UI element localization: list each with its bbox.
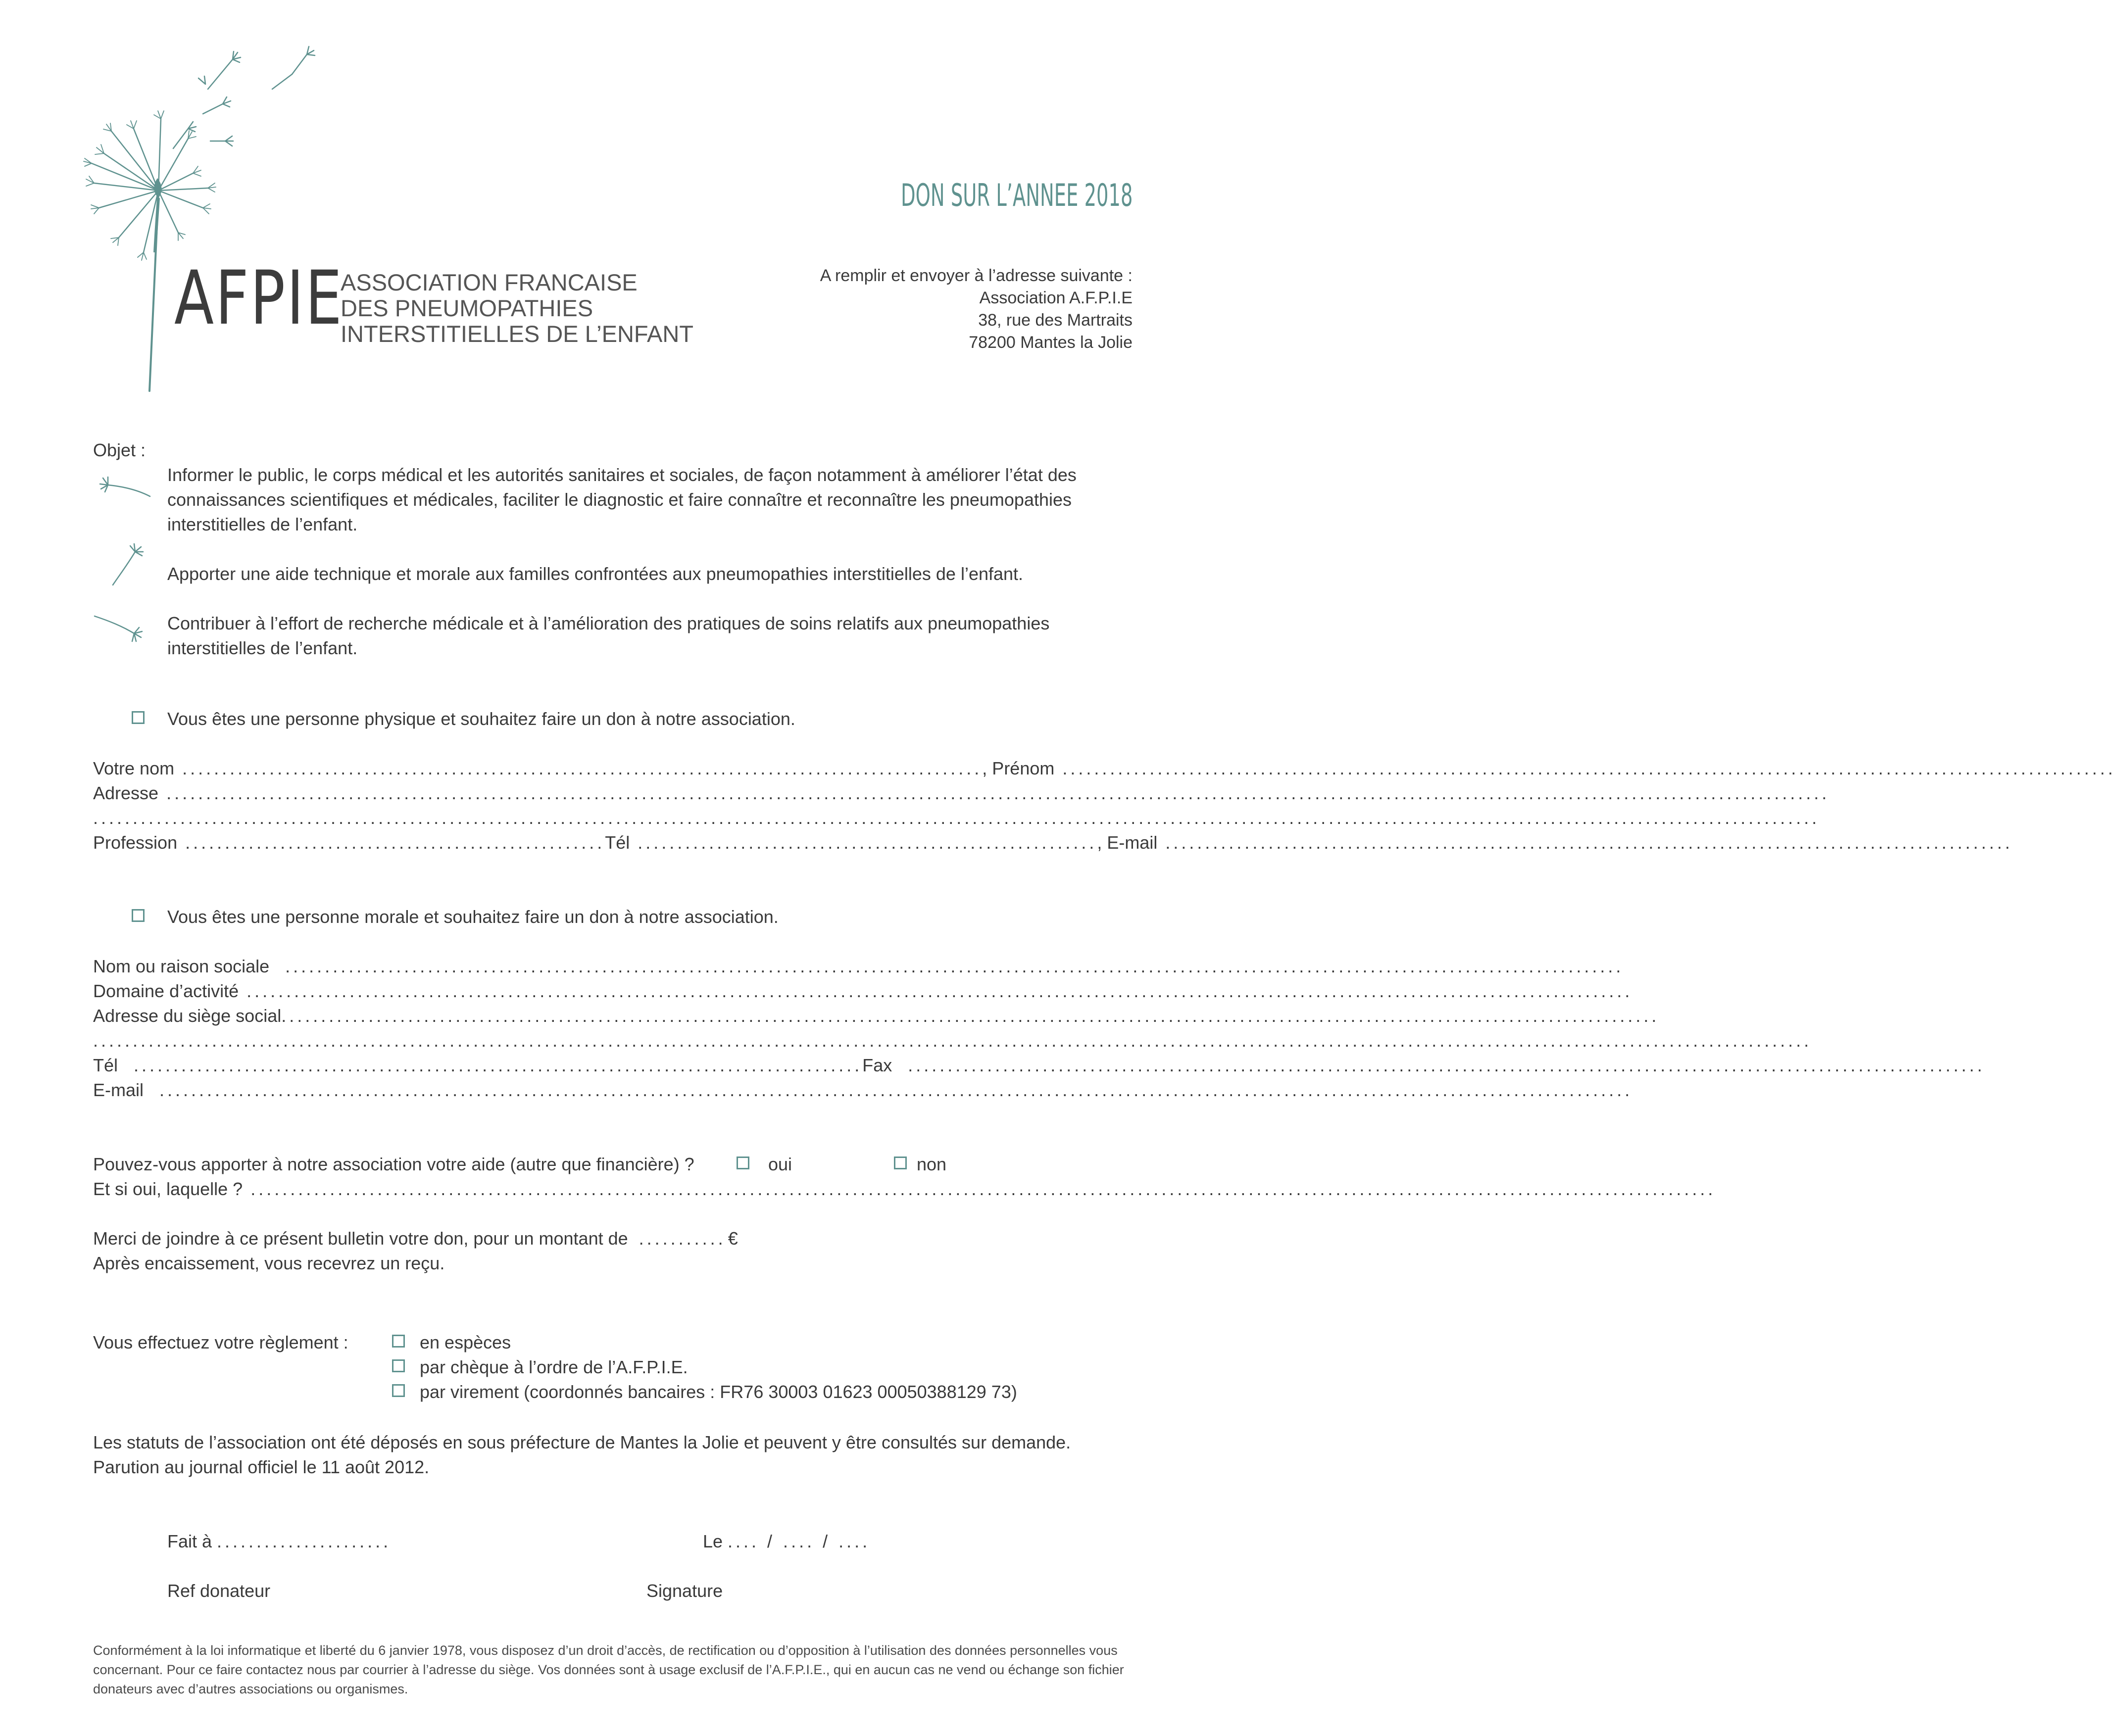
field-row-laquelle: [93, 1177, 1716, 1202]
tel-field[interactable]: ..........................................................: [630, 832, 1097, 853]
reglement-option-especes: en espèces: [420, 1332, 511, 1352]
raison-sociale-field[interactable]: .........................................................................................................................................................................: [269, 956, 1624, 976]
checkbox-virement[interactable]: [392, 1384, 405, 1397]
personne-physique-label: Vous êtes une personne physique et souhaitez faire un don à notre association.: [167, 709, 795, 729]
fait-a-field[interactable]: ......................: [217, 1531, 392, 1551]
objet-item-2: Apporter une aide technique et morale aux familles confrontées aux pneumopathies interstitielles de l’enfant.: [167, 564, 1024, 584]
date-row: [703, 1529, 870, 1554]
reglement-option-cheque: par chèque à l’ordre de l’A.F.P.I.E.: [420, 1357, 688, 1377]
field-row-profession: [93, 830, 2013, 855]
adresse-label: Adresse: [93, 783, 159, 803]
tel-label: Tél: [605, 832, 630, 853]
checkbox-cheque[interactable]: [392, 1359, 405, 1372]
field-row-nom-prenom: [93, 756, 2116, 781]
personne-morale-label: Vous êtes une personne morale et souhaitez faire un don à notre association.: [167, 907, 779, 927]
siege-field-2[interactable]: .........................................................................................................................................................................................................................: [93, 1030, 1812, 1051]
checkbox-aide-oui[interactable]: [737, 1157, 749, 1169]
montant-row: [93, 1226, 738, 1251]
morale-tel-field[interactable]: ............................................................................................: [118, 1055, 863, 1075]
currency-symbol: €: [728, 1228, 738, 1249]
nom-field[interactable]: .....................................................................................................: [174, 758, 983, 778]
domaine-field[interactable]: ...............................................................................................................................................................................: [239, 981, 1633, 1001]
raison-sociale-label: Nom ou raison sociale: [93, 956, 270, 976]
fax-field[interactable]: ........................................................................................................................................: [892, 1055, 1985, 1075]
field-row-siege-2: [93, 1028, 1812, 1053]
fait-a-label: Fait à: [167, 1531, 212, 1551]
dandelion-seed-icon: [98, 473, 152, 502]
checkbox-personne-physique[interactable]: [132, 711, 145, 724]
date-label: Le: [703, 1531, 723, 1551]
objet-item-3: Contribuer à l’effort de recherche médicale et à l’amélioration des pratiques de soins relatifs aux pneumopathies interstitielles de l’enfant.: [167, 613, 1050, 658]
morale-email-label: E-mail: [93, 1080, 144, 1100]
date-field[interactable]: .... / .... / ....: [728, 1531, 871, 1551]
statuts-line-1: Les statuts de l’association ont été déposés en sous préfecture de Mantes la Jolie et peuvent y être consultés sur demande.: [93, 1432, 1071, 1452]
profession-label: Profession: [93, 832, 178, 853]
siege-field[interactable]: ..............................................................................................................................................................................: [281, 1006, 1660, 1026]
adresse-field-2[interactable]: ..........................................................................................................................................................................................................................: [93, 808, 1820, 828]
checkbox-especes[interactable]: [392, 1335, 405, 1348]
reglement-label: Vous effectuez votre règlement :: [93, 1332, 348, 1352]
aide-oui-label: oui: [768, 1154, 792, 1174]
page-title: DON SUR L’ANNEE 2018: [900, 177, 1132, 213]
checkbox-aide-non[interactable]: [894, 1157, 907, 1169]
dandelion-logo-icon: [74, 45, 332, 401]
assoc-name-line-1: ASSOCIATION FRANCAISE: [341, 269, 638, 295]
fax-label: Fax: [862, 1055, 892, 1075]
montant-label: Merci de joindre à ce présent bulletin votre don, pour un montant de: [93, 1228, 628, 1249]
field-row-adresse: [93, 781, 1830, 806]
assoc-name-line-3: INTERSTITIELLES DE L’ENFANT: [341, 321, 694, 347]
assoc-name-line-2: DES PNEUMOPATHIES: [341, 295, 593, 321]
aide-question: Pouvez-vous apporter à notre association votre aide (autre que financière) ?: [93, 1154, 694, 1174]
nom-label: Votre nom: [93, 758, 175, 778]
prenom-label: , Prénom: [982, 758, 1055, 778]
ref-donateur-label: Ref donateur: [167, 1581, 271, 1601]
field-row-adresse-2: [93, 806, 1820, 830]
prenom-field[interactable]: .....................................................................................................................................: [1054, 758, 2116, 778]
montant-field[interactable]: ...........: [639, 1228, 726, 1249]
reglement-option-virement: par virement (coordonnés bancaires : FR76 30003 01623 00050388129 73): [420, 1382, 1017, 1402]
adresse-field[interactable]: ..................................................................................................................................................................................................................: [158, 783, 1830, 803]
field-row-siege: [93, 1004, 1660, 1028]
profession-field[interactable]: .....................................................: [177, 832, 605, 853]
signature-label: Signature: [646, 1581, 723, 1601]
fait-a-row: [167, 1529, 391, 1554]
field-row-tel-fax: [93, 1053, 1985, 1078]
statuts-line-2: Parution au journal officiel le 11 août 2012.: [93, 1457, 430, 1477]
logo-wordmark: AFPIE: [174, 255, 344, 341]
address-line-4: 78200 Mantes la Jolie: [969, 333, 1132, 352]
address-line-2: Association A.F.P.I.E: [979, 289, 1132, 307]
morale-tel-label: Tél: [93, 1055, 118, 1075]
field-row-domaine: [93, 979, 1633, 1004]
email-label: , E-mail: [1097, 832, 1158, 853]
dandelion-seed-icon: [108, 539, 148, 589]
legal-footer: Conformément à la loi informatique et liberté du 6 janvier 1978, vous disposez d’un droit d’accès, de rectification ou d’opposition à l’utilisation des données personnelles vous concernant. Pour ce faire contactez nous par courrier à l’adresse du siège. Vos données sont à usage exclusif de l’A.F.P.I.E., qui en aucun cas ne vend ou échange son fichier donateurs avec d’autres associations ou organismes.: [93, 1643, 1124, 1696]
objet-label: Objet :: [93, 440, 146, 460]
domaine-label: Domaine d’activité: [93, 981, 239, 1001]
recu-note: Après encaissement, vous recevrez un reçu.: [93, 1253, 445, 1273]
morale-email-field[interactable]: ..........................................................................................................................................................................................: [144, 1080, 1633, 1100]
dandelion-seed-icon: [92, 606, 147, 646]
checkbox-personne-morale[interactable]: [132, 909, 145, 922]
field-row-morale-email: [93, 1078, 1633, 1103]
laquelle-field[interactable]: .........................................................................................................................................................................................: [243, 1179, 1716, 1199]
siege-label: Adresse du siège social: [93, 1006, 282, 1026]
address-line-1: A remplir et envoyer à l’adresse suivante :: [820, 266, 1132, 285]
objet-item-1: Informer le public, le corps médical et les autorités sanitaires et sociales, de façon notamment à améliorer l’état des connaissances scientifiques et médicales, faciliter le diagnostic et faire connaître et reconnaître les pneumopathies interstitielles de l’enfant.: [167, 465, 1077, 534]
laquelle-label: Et si oui, laquelle ?: [93, 1179, 243, 1199]
address-line-3: 38, rue des Martraits: [978, 311, 1132, 330]
field-row-raison-sociale: [93, 954, 1624, 979]
aide-non-label: non: [917, 1154, 947, 1174]
email-field[interactable]: ...........................................................................................................: [1157, 832, 2013, 853]
